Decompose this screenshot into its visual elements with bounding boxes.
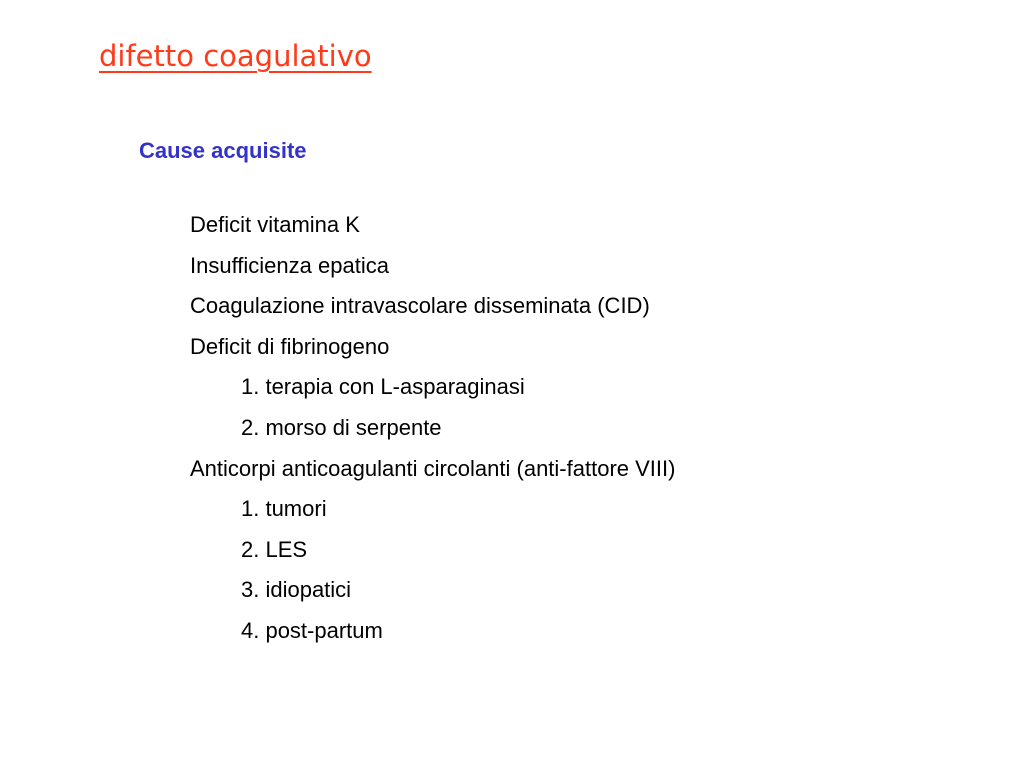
cause-list — [190, 205, 675, 652]
cause-item-vitamin-k-deficit: Deficit vitamina K — [190, 212, 360, 237]
cause-subitem-les: 2. LES — [241, 536, 308, 562]
cause-item-cid: Coagulazione intravascolare disseminata (CID) — [190, 293, 650, 319]
slide-subtitle: Cause acquisite — [139, 138, 307, 163]
cause-subitem-tumors: 1. tumori — [241, 496, 327, 522]
cause-subitem-post-partum: 4. post-partum — [241, 617, 383, 643]
cause-item-hepatic-failure: Insufficienza epatica — [190, 252, 389, 278]
cause-subitem-snake-bite: 2. morso di serpente — [241, 414, 442, 440]
cause-item-fibrinogen-deficit: Deficit di fibrinogeno — [190, 333, 390, 359]
cause-subitem-asparaginase: 1. terapia con L-asparaginasi — [241, 374, 525, 400]
slide-title: difetto coagulativo — [99, 39, 372, 73]
cause-subitem-idiopathic: 3. idiopatici — [241, 577, 352, 603]
cause-item-circulating-anticoagulants: Anticorpi anticoagulanti circolanti (anti-fattore VIII) — [190, 455, 676, 481]
